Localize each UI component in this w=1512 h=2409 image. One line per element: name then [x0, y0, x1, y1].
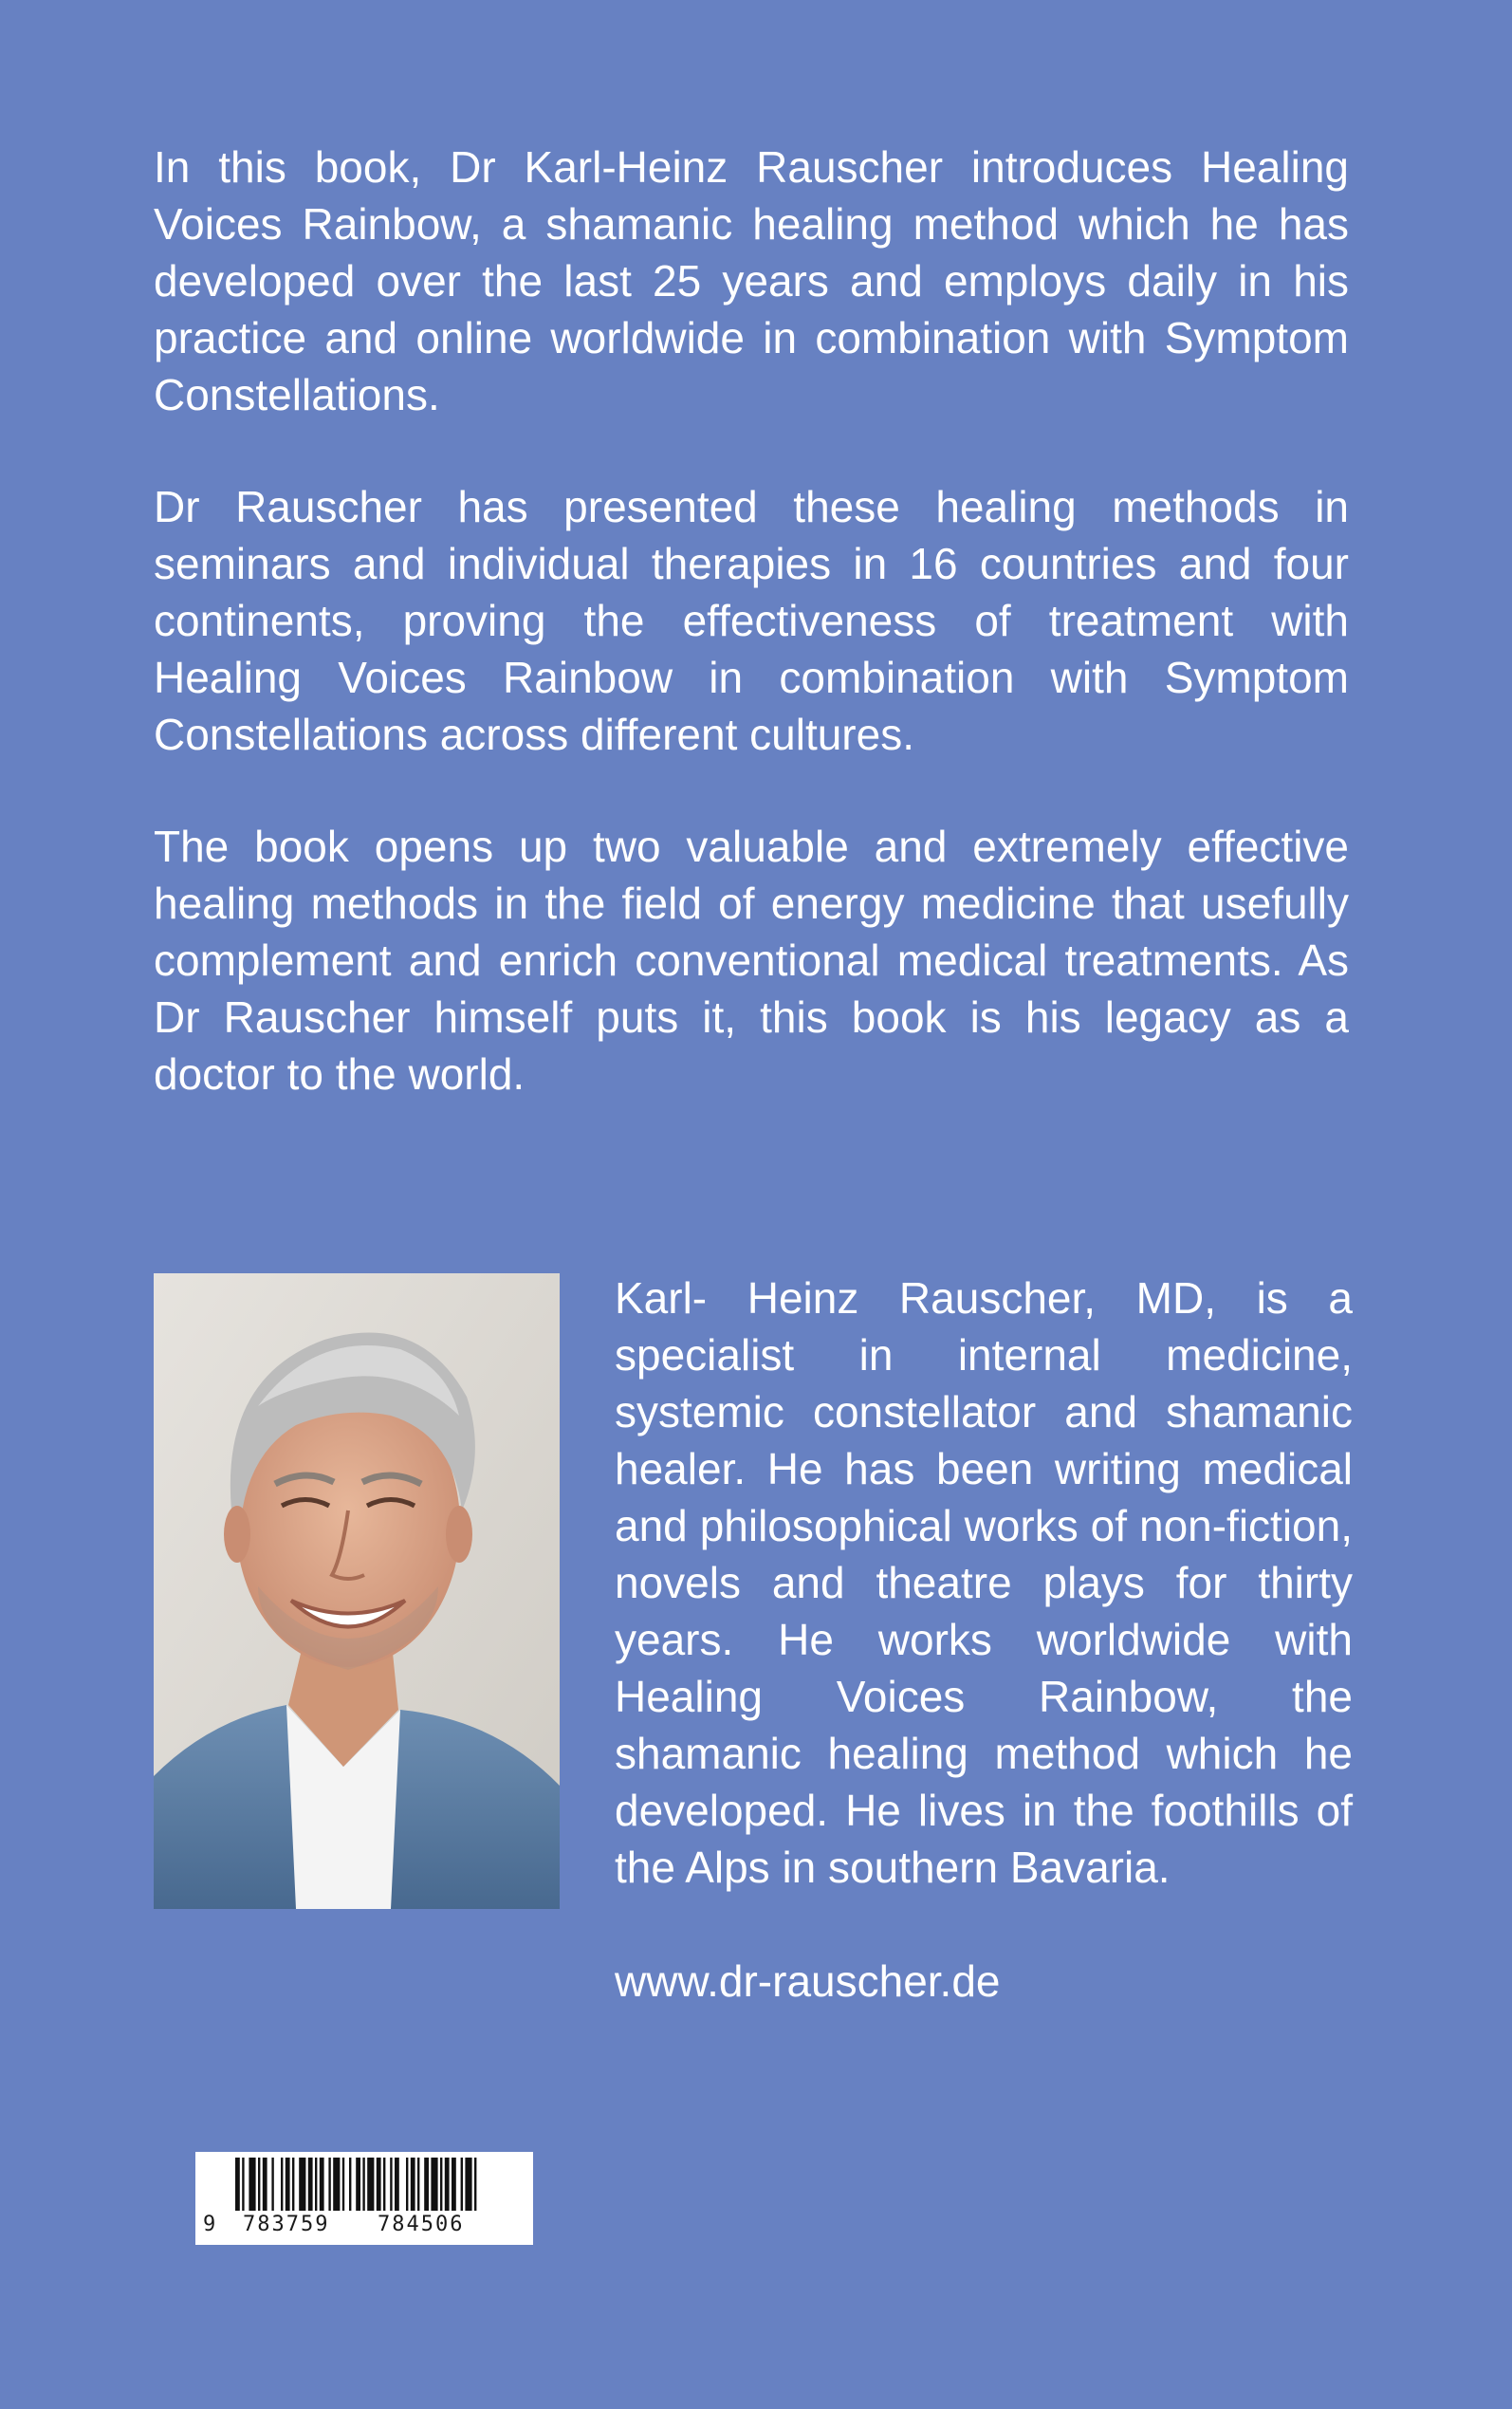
barcode-bar — [465, 2158, 471, 2211]
barcode-bar — [406, 2158, 408, 2211]
barcode-bar — [431, 2158, 437, 2211]
barcode-bar — [320, 2158, 324, 2211]
barcode-bar — [286, 2158, 290, 2211]
barcode-bar — [249, 2158, 255, 2211]
barcode-bar — [281, 2158, 283, 2211]
barcode-bar — [383, 2158, 385, 2211]
blurb-paragraph-3: The book opens up two valuable and extremely effective healing methods in the field of energy medicine that usefully complement and enrich conventional medical treatments. As Dr Rauscher himself puts it, this book is his legacy as a doctor to the world. — [154, 822, 1349, 1099]
barcode-bar — [235, 2158, 240, 2211]
barcode-bar — [367, 2158, 374, 2211]
barcode-bar — [349, 2158, 351, 2211]
barcode-bar — [333, 2158, 340, 2211]
barcode-bar — [242, 2158, 244, 2211]
blurb-paragraph-1: In this book, Dr Karl-Heinz Rauscher introduces Healing Voices Rainbow, a shamanic healing method which he has developed over the last 25 years and employs daily in his practice and online worldwide in combination with Symptom Constellations. — [154, 142, 1349, 419]
barcode-bar — [263, 2158, 267, 2211]
barcode-bar — [315, 2158, 317, 2211]
barcode-bar — [474, 2158, 476, 2211]
blurb-paragraph-2: Dr Rauscher has presented these healing methods in seminars and individual therapies in 16 countries and four continents, proving the effectiveness of treatment with Healing Voices Rainbow in combination with Symptom Constellations across different cultures. — [154, 482, 1349, 759]
barcode-first-digit: 9 — [203, 2213, 216, 2236]
barcode-bar — [308, 2158, 313, 2211]
author-bio — [615, 1269, 1353, 1896]
barcode-bar — [390, 2158, 392, 2211]
barcode-bar — [445, 2158, 450, 2211]
barcode-bar — [424, 2158, 429, 2211]
barcode-bar — [299, 2158, 305, 2211]
barcode-bar — [452, 2158, 456, 2211]
barcode-bar — [342, 2158, 344, 2211]
barcode-bars — [195, 2152, 533, 2211]
isbn-barcode — [195, 2152, 533, 2245]
author-photo — [154, 1273, 560, 1909]
barcode-bar — [377, 2158, 381, 2211]
barcode-bar — [411, 2158, 415, 2211]
barcode-bar — [271, 2158, 273, 2211]
barcode-right-group: 784506 — [378, 2213, 465, 2236]
book-blurb — [154, 139, 1349, 1158]
barcode-bar — [258, 2158, 260, 2211]
author-website[interactable]: www.dr-rauscher.de — [615, 1956, 1001, 2006]
barcode-bar — [395, 2158, 399, 2211]
barcode-bar — [440, 2158, 442, 2211]
barcode-bar — [461, 2158, 463, 2211]
barcode-left-group: 783759 — [243, 2213, 330, 2236]
barcode-bar — [356, 2158, 360, 2211]
barcode-digits — [195, 2209, 533, 2241]
barcode-bar — [417, 2158, 419, 2211]
barcode-bar — [362, 2158, 364, 2211]
author-bio-text: Karl- Heinz Rauscher, MD, is a specialist in internal medicine, systemic constellator and shamanic healer. He has been writing medical and philosophical works of non-fiction, novels and theatre plays for thirty years. He works worldwide with Healing Voices Rainbow, the shamanic healing method which he developed. He lives in the foothills of the Alps in southern Bavaria. — [615, 1273, 1353, 1892]
barcode-bar — [328, 2158, 330, 2211]
barcode-bar — [292, 2158, 294, 2211]
